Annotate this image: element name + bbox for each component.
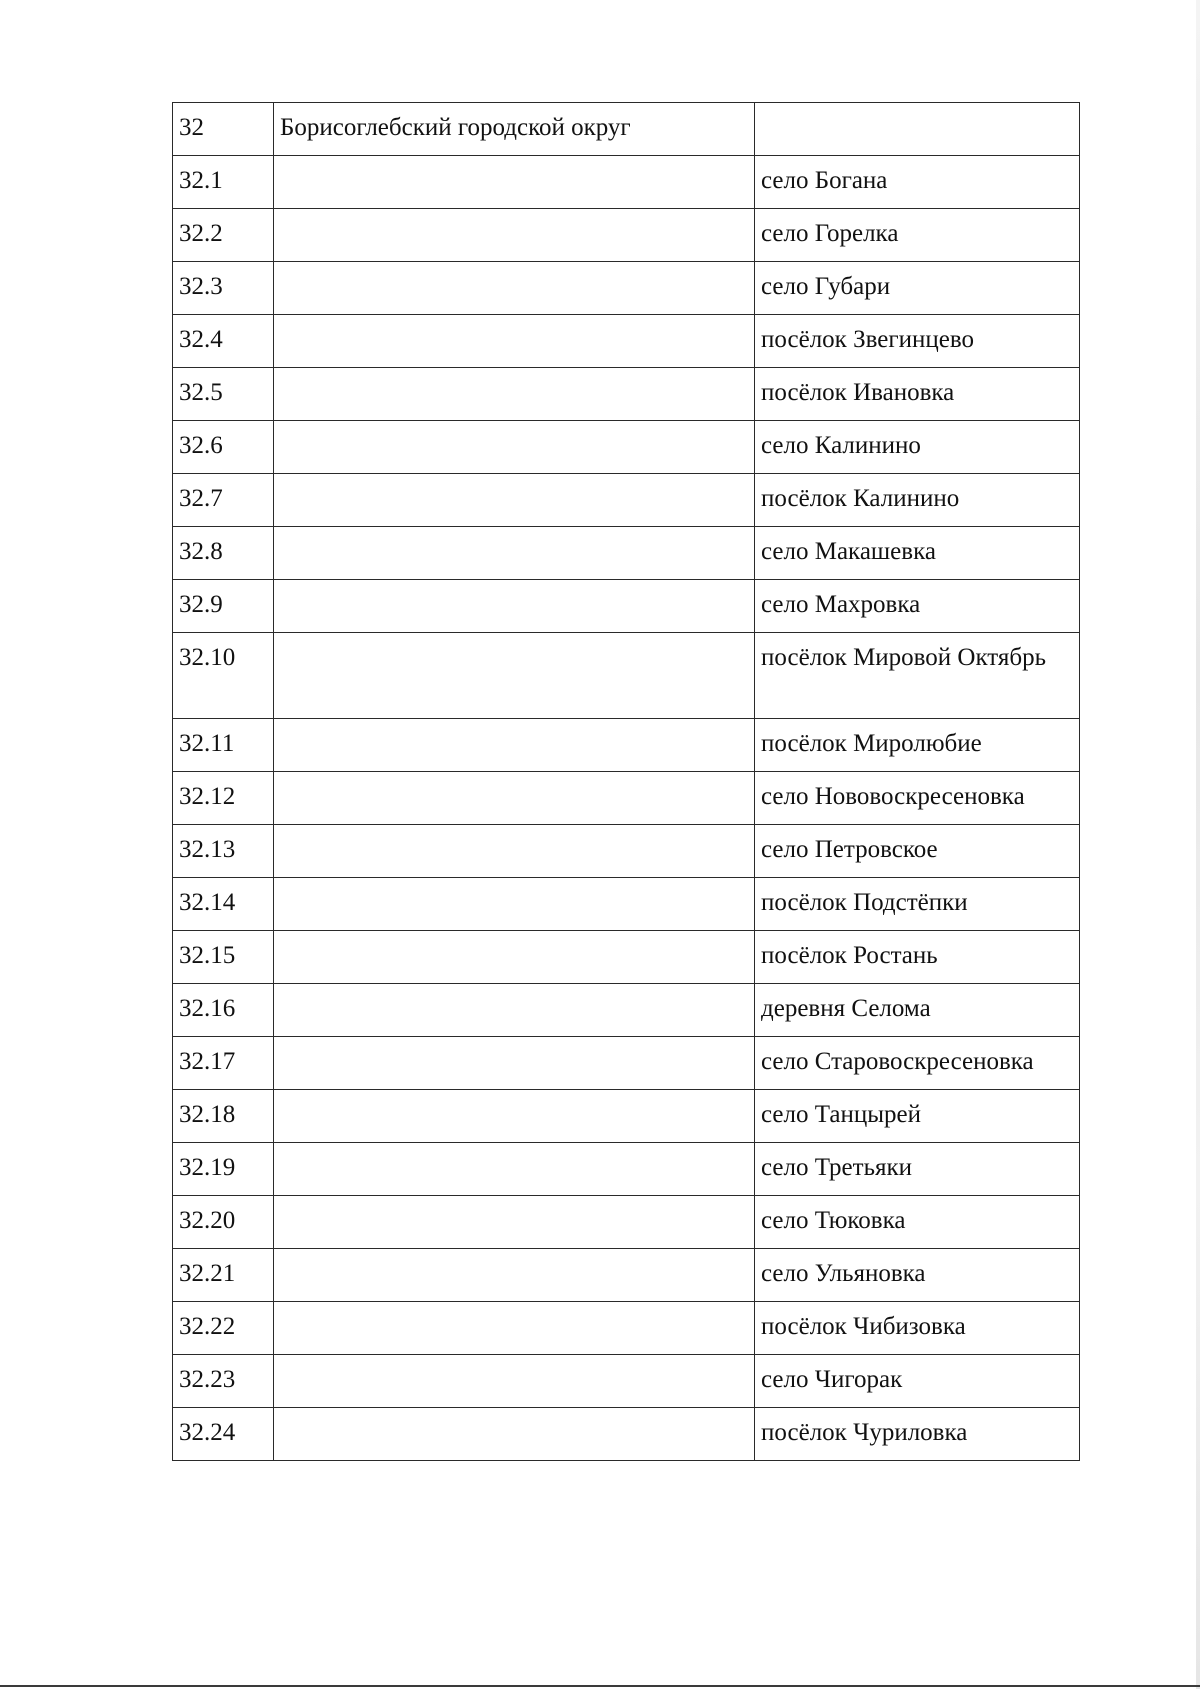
row-number: 32.18 (173, 1090, 274, 1143)
district-cell (274, 156, 755, 209)
place-name: посёлок Ростань (755, 931, 1080, 984)
district-cell (274, 1408, 755, 1461)
district-cell (274, 772, 755, 825)
place-name: село Богана (755, 156, 1080, 209)
row-number: 32.16 (173, 984, 274, 1037)
table-row (173, 156, 1080, 209)
place-name: село Ульяновка (755, 1249, 1080, 1302)
row-number: 32.14 (173, 878, 274, 931)
district-cell (274, 878, 755, 931)
row-number: 32.8 (173, 527, 274, 580)
table-row (173, 527, 1080, 580)
table-row (173, 633, 1080, 719)
place-name: посёлок Миролюбие (755, 719, 1080, 772)
district-cell (274, 209, 755, 262)
row-number: 32.24 (173, 1408, 274, 1461)
scan-edge (1196, 0, 1200, 1689)
row-number: 32.7 (173, 474, 274, 527)
table-row (173, 421, 1080, 474)
district-cell (274, 1355, 755, 1408)
row-number: 32.20 (173, 1196, 274, 1249)
place-name: село Губари (755, 262, 1080, 315)
district-cell (274, 580, 755, 633)
bottom-rule (0, 1685, 1200, 1687)
place-name: село Старовоскресеновка (755, 1037, 1080, 1090)
district-cell (274, 984, 755, 1037)
place-name: село Нововоскресеновка (755, 772, 1080, 825)
table-row (173, 719, 1080, 772)
row-number: 32.12 (173, 772, 274, 825)
table-row-district (173, 103, 1080, 156)
place-name: посёлок Чибизовка (755, 1302, 1080, 1355)
district-cell (274, 474, 755, 527)
table-row (173, 1302, 1080, 1355)
table-row (173, 1143, 1080, 1196)
district-cell (274, 527, 755, 580)
row-number: 32.22 (173, 1302, 274, 1355)
table-row (173, 1249, 1080, 1302)
district-cell (274, 1249, 755, 1302)
row-number: 32.19 (173, 1143, 274, 1196)
row-number: 32.13 (173, 825, 274, 878)
district-cell (274, 1037, 755, 1090)
place-name: село Макашевка (755, 527, 1080, 580)
row-number: 32.5 (173, 368, 274, 421)
place-name: село Тюковка (755, 1196, 1080, 1249)
table-row (173, 772, 1080, 825)
place-name: село Танцырей (755, 1090, 1080, 1143)
row-number: 32.4 (173, 315, 274, 368)
place-name: посёлок Калинино (755, 474, 1080, 527)
place-name: село Горелка (755, 209, 1080, 262)
place-name: село Петровское (755, 825, 1080, 878)
place-name: посёлок Мировой Октябрь (755, 633, 1080, 719)
row-number: 32.9 (173, 580, 274, 633)
table-row (173, 209, 1080, 262)
row-number: 32.6 (173, 421, 274, 474)
district-cell (274, 719, 755, 772)
settlements-table (172, 102, 1080, 1461)
table-row (173, 825, 1080, 878)
place-name: посёлок Ивановка (755, 368, 1080, 421)
row-number: 32.1 (173, 156, 274, 209)
row-number: 32.11 (173, 719, 274, 772)
table-row (173, 931, 1080, 984)
table-row (173, 878, 1080, 931)
table-row (173, 474, 1080, 527)
table-row (173, 1408, 1080, 1461)
row-number: 32.15 (173, 931, 274, 984)
district-cell (274, 1090, 755, 1143)
district-cell (274, 1143, 755, 1196)
place-name: село Третьяки (755, 1143, 1080, 1196)
place-name (755, 103, 1080, 156)
district-cell (274, 1302, 755, 1355)
table-row (173, 1037, 1080, 1090)
row-number: 32.21 (173, 1249, 274, 1302)
table-row (173, 262, 1080, 315)
row-number: 32.23 (173, 1355, 274, 1408)
table-row (173, 1090, 1080, 1143)
row-number: 32 (173, 103, 274, 156)
place-name: посёлок Чуриловка (755, 1408, 1080, 1461)
table-row (173, 580, 1080, 633)
place-name: село Махровка (755, 580, 1080, 633)
table-row (173, 1355, 1080, 1408)
row-number: 32.10 (173, 633, 274, 719)
district-cell (274, 633, 755, 719)
district-cell (274, 368, 755, 421)
place-name: село Калинино (755, 421, 1080, 474)
place-name: посёлок Подстёпки (755, 878, 1080, 931)
district-cell (274, 1196, 755, 1249)
table-row (173, 984, 1080, 1037)
place-name: деревня Селома (755, 984, 1080, 1037)
row-number: 32.3 (173, 262, 274, 315)
row-number: 32.17 (173, 1037, 274, 1090)
table-row (173, 368, 1080, 421)
district-name: Борисоглебский городской округ (274, 103, 755, 156)
place-name: село Чигорак (755, 1355, 1080, 1408)
row-number: 32.2 (173, 209, 274, 262)
district-cell (274, 825, 755, 878)
table-row (173, 1196, 1080, 1249)
district-cell (274, 421, 755, 474)
district-cell (274, 315, 755, 368)
place-name: посёлок Звегинцево (755, 315, 1080, 368)
district-cell (274, 931, 755, 984)
table-row (173, 315, 1080, 368)
district-cell (274, 262, 755, 315)
